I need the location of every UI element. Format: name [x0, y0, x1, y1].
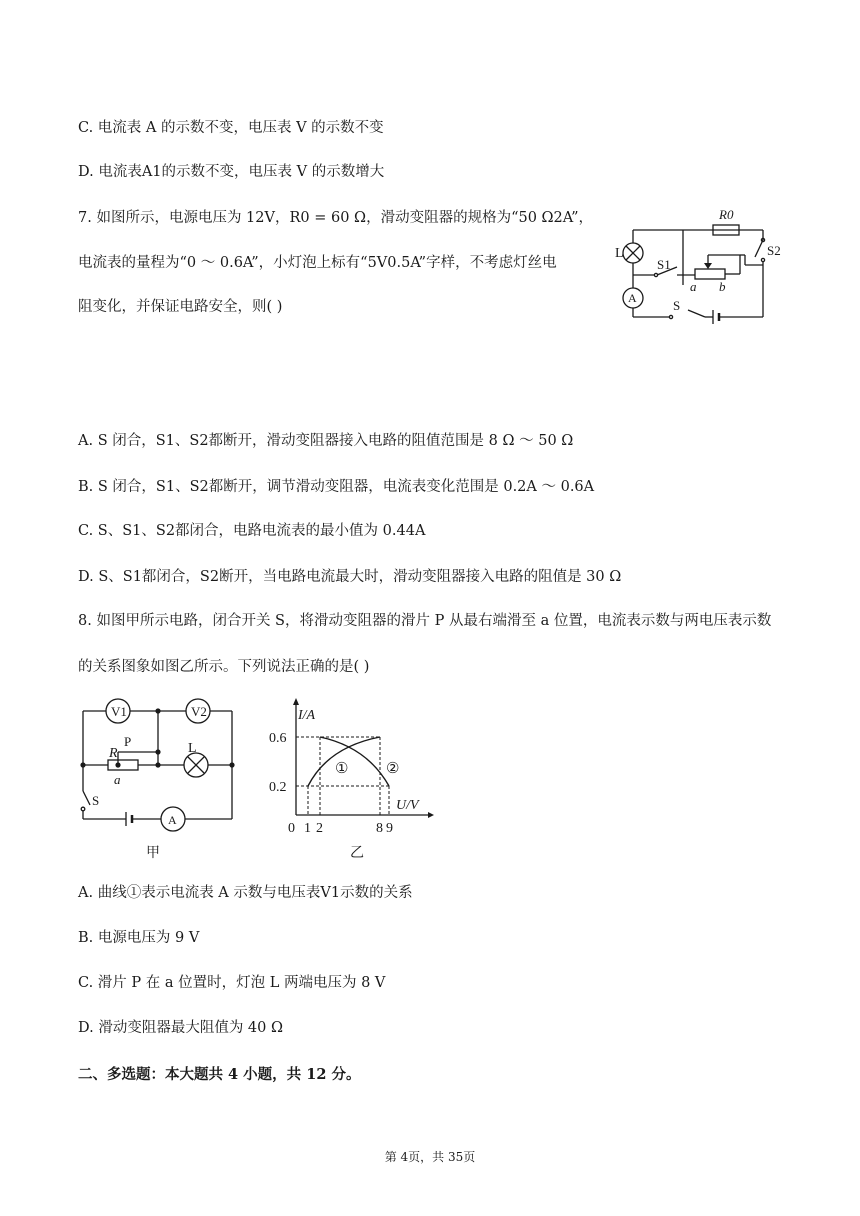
q7-stem-line3: 阻变化，并保证电路安全，则( )	[78, 299, 283, 315]
q7-stem-line2: 电流表的量程为“0 ～ 0.6A”，小灯泡上标有“5V0.5A”字样，不考虑灯丝电	[78, 255, 557, 271]
q7-option-d: D. S、S1都闭合，S2断开，当电路电流最大时，滑动变阻器接入电路的阻值是 30 Ω	[78, 569, 622, 585]
q7-option-b: B. S 闭合，S1、S2都断开，调节滑动变阻器，电流表变化范围是 0.2A ～ 0.6A	[78, 479, 595, 495]
q8-graph-xtick-8: 8	[376, 821, 383, 836]
q8-stem-line2: 的关系图象如图乙所示。下列说法正确的是( )	[78, 659, 370, 675]
q8-graph-xtick-2: 2	[316, 821, 323, 836]
q8-graph-ytick-0.2: 0.2	[269, 780, 287, 795]
q8-ammeter-label: A	[168, 813, 177, 827]
q7-b-label: b	[719, 279, 726, 294]
section2-heading: 二、多选题：本大题共 4 小题，共 12 分。	[78, 1066, 361, 1083]
q8-option-a: A. 曲线①表示电流表 A 示数与电压表V1示数的关系	[78, 885, 413, 901]
q8-stem-line1: 8. 如图甲所示电路，闭合开关 S，将滑动变阻器的滑片 P 从最右端滑至 a 位置，电流表示数与两电压表示数	[78, 613, 772, 629]
q8-circuit-jia	[78, 697, 243, 862]
q8-v1-label: V1	[111, 704, 127, 719]
page-footer: 第 4页，共 35页	[384, 1150, 476, 1164]
q8-switch-label: S	[92, 793, 100, 808]
q8-graph-curve2-label: ②	[386, 761, 400, 777]
q8-r-label: R	[109, 746, 118, 761]
q8-fig-jia-caption: 甲	[146, 846, 160, 861]
q8-graph-xtick-9: 9	[386, 821, 393, 836]
q7-stem-line1: 7. 如图所示，电源电压为 12V，R0 = 60 Ω，滑动变阻器的规格为“50 Ω2A”，	[78, 210, 594, 226]
q7-option-c: C. S、S1、S2都闭合，电路电流表的最小值为 0.44A	[78, 523, 426, 539]
q7-ammeter-label: A	[628, 291, 637, 305]
q8-graph-curve1-label: ①	[335, 761, 349, 777]
q7-r0-label: R0	[719, 207, 734, 222]
q8-lamp-label: L	[188, 741, 197, 756]
q8-option-d: D. 滑动变阻器最大阻值为 40 Ω	[78, 1020, 284, 1036]
q7-circuit-diagram	[615, 205, 790, 325]
q7-s1-label: S1	[657, 257, 671, 272]
q8-graph-yi	[262, 697, 437, 862]
q8-option-b: B. 电源电压为 9 V	[78, 930, 200, 946]
q6-option-c: C. 电流表 A 的示数不变，电压表 V 的示数不变	[78, 120, 384, 136]
q7-s2-label: S2	[767, 243, 781, 258]
q8-graph-xtick-1: 1	[304, 821, 311, 836]
q8-graph-ylabel: I/A	[298, 708, 316, 723]
q7-s-label: S	[673, 298, 681, 313]
q7-a-label: a	[690, 279, 697, 294]
q8-graph-ytick-0.6: 0.6	[269, 731, 287, 746]
q8-option-c: C. 滑片 P 在 a 位置时，灯泡 L 两端电压为 8 V	[78, 975, 386, 991]
q8-fig-yi-caption: 乙	[350, 846, 364, 861]
q8-v2-label: V2	[191, 704, 207, 719]
q8-graph-xtick-0: 0	[288, 821, 295, 836]
q8-p-label: P	[124, 734, 132, 749]
q8-graph-xlabel: U/V	[396, 798, 419, 813]
q7-option-a: A. S 闭合，S1、S2都断开，滑动变阻器接入电路的阻值范围是 8 Ω ～ 50 Ω	[78, 433, 574, 449]
q7-lamp-label: L	[615, 246, 624, 261]
q6-option-d: D. 电流表A1的示数不变，电压表 V 的示数增大	[78, 164, 385, 180]
q8-a-pos-label: a	[114, 772, 121, 787]
